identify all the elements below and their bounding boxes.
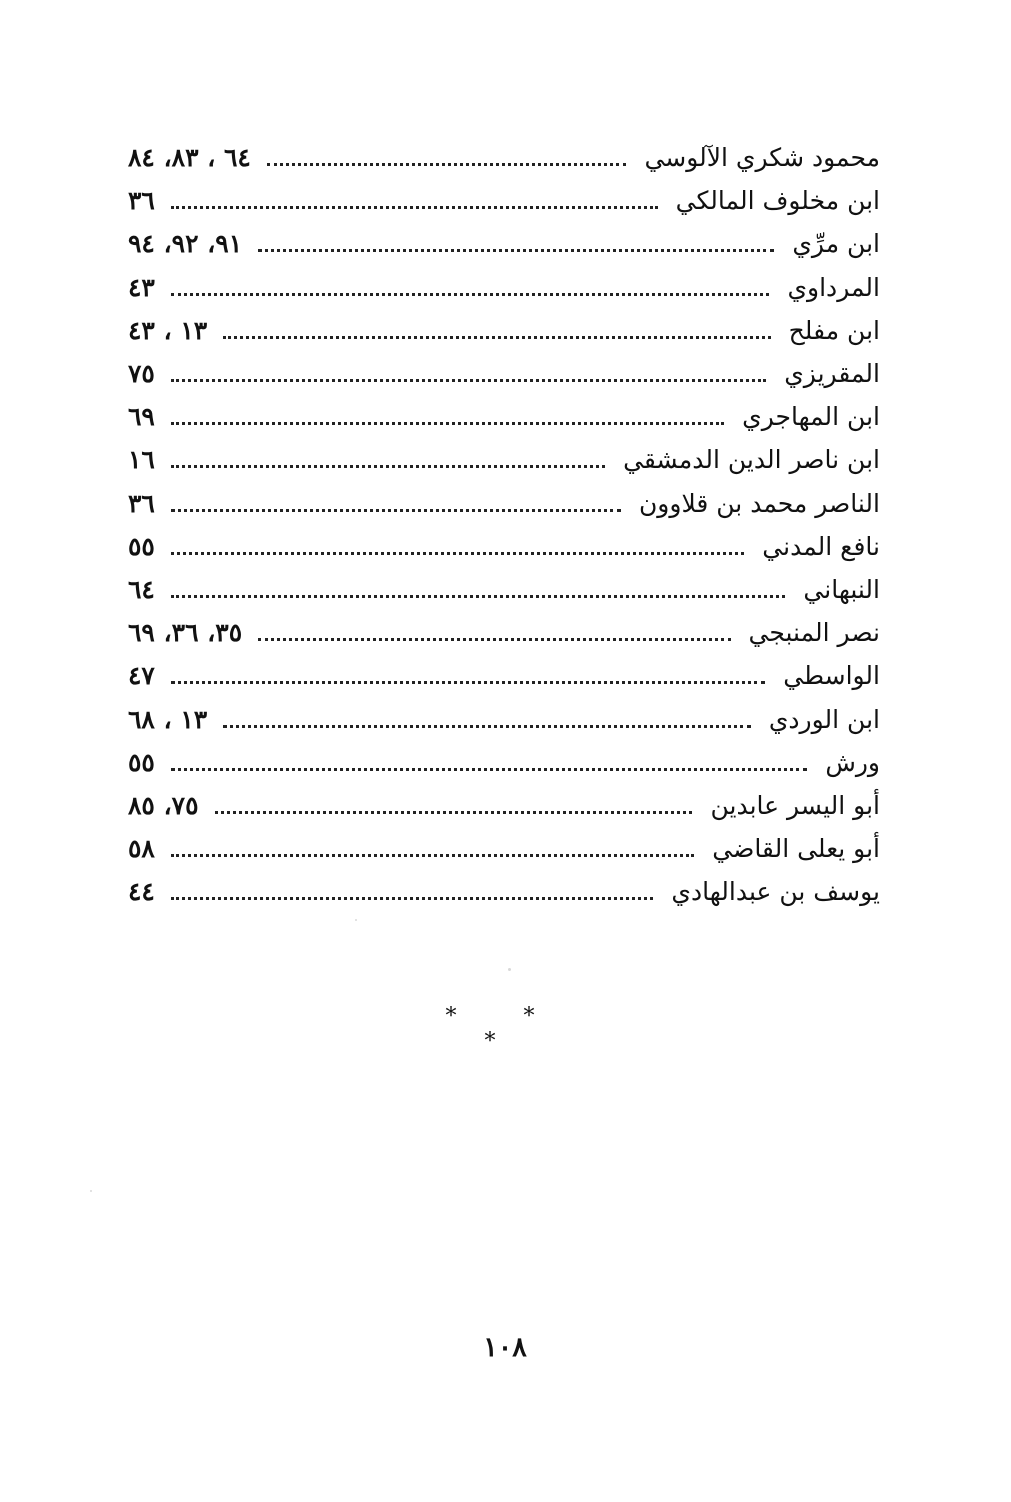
index-entry <box>128 222 880 265</box>
index-entry <box>128 611 880 654</box>
entry-pages: ٦٩ <box>128 402 155 432</box>
entry-name: نصر المنبجي <box>748 618 880 648</box>
index-entry <box>128 179 880 222</box>
entry-pages: ١٣ ، ٤٣ <box>128 315 208 345</box>
dot-leader <box>171 595 786 598</box>
entry-name: أبو اليسر عابدين <box>710 790 880 820</box>
dot-leader <box>223 336 770 339</box>
dot-leader <box>171 465 605 468</box>
entry-name: أبو يعلى القاضي <box>712 834 880 864</box>
index-entry <box>128 482 880 525</box>
index-entry <box>128 266 880 309</box>
entry-pages: ٣٦ <box>128 186 155 216</box>
entry-pages: ٦٤ ، ٨٣، ٨٤ <box>128 143 251 173</box>
dot-leader <box>171 854 694 857</box>
entry-name: ابن مفلح <box>788 315 880 345</box>
entry-name: الناصر محمد بن قلاوون <box>638 488 880 518</box>
dot-leader <box>171 552 744 555</box>
dot-leader <box>258 249 774 252</box>
dot-leader <box>267 163 627 166</box>
entry-name: المقريزي <box>784 359 880 389</box>
entry-pages: ١٣ ، ٦٨ <box>128 704 208 734</box>
entry-name: ابن ناصر الدين الدمشقي <box>623 445 880 475</box>
entry-name: محمود شكري الآلوسي <box>644 143 880 173</box>
index-entry <box>128 697 880 740</box>
index-entry <box>128 395 880 438</box>
entry-pages: ٣٥، ٣٦، ٦٩ <box>128 618 243 648</box>
index-entry <box>128 568 880 611</box>
dot-leader <box>171 768 807 771</box>
index-entry <box>128 136 880 179</box>
dot-leader <box>223 725 751 728</box>
page-number: ١٠٨ <box>483 1332 527 1363</box>
dot-leader <box>171 379 766 382</box>
index-entry <box>128 352 880 395</box>
entry-pages: ٤٣ <box>128 272 155 302</box>
dot-leader <box>171 897 654 900</box>
paper-speck <box>90 1190 92 1192</box>
entry-pages: ٥٥ <box>128 531 155 561</box>
entry-pages: ٧٥، ٨٥ <box>128 790 199 820</box>
entry-name: نافع المدني <box>762 531 880 561</box>
entry-pages: ٥٥ <box>128 747 155 777</box>
entry-name: الواسطي <box>783 661 880 691</box>
entry-pages: ٧٥ <box>128 359 155 389</box>
index-entry <box>128 309 880 352</box>
paper-speck <box>355 919 357 921</box>
index-entry <box>128 827 880 870</box>
paper-speck <box>508 968 511 971</box>
dot-leader <box>171 293 770 296</box>
index-entry <box>128 654 880 697</box>
entry-name: المرداوي <box>787 272 880 302</box>
dot-leader <box>171 422 724 425</box>
dot-leader <box>215 811 693 814</box>
index-entry <box>128 525 880 568</box>
name-index-list <box>128 136 880 913</box>
index-entry <box>128 438 880 481</box>
entry-pages: ٩١، ٩٢، ٩٤ <box>128 229 243 259</box>
index-entry <box>128 870 880 913</box>
index-entry <box>128 741 880 784</box>
entry-name: ورش <box>825 747 880 777</box>
entry-name: يوسف بن عبدالهادي <box>671 877 880 907</box>
index-entry <box>128 784 880 827</box>
dot-leader <box>258 638 730 641</box>
entry-name: النبهاني <box>803 574 880 604</box>
dot-leader <box>171 681 765 684</box>
entry-name: ابن مخلوف المالكي <box>675 186 880 216</box>
entry-name: ابن المهاجري <box>742 402 880 432</box>
entry-name: ابن الوردي <box>768 704 880 734</box>
entry-pages: ٤٧ <box>128 661 155 691</box>
entry-pages: ٤٤ <box>128 877 155 907</box>
section-separator: * * * <box>445 1004 565 1054</box>
entry-pages: ٥٨ <box>128 834 155 864</box>
entry-name: ابن مرِّي <box>792 229 880 259</box>
entry-pages: ٣٦ <box>128 488 155 518</box>
dot-leader <box>171 509 621 512</box>
entry-pages: ١٦ <box>128 445 155 475</box>
dot-leader <box>171 206 658 209</box>
entry-pages: ٦٤ <box>128 574 155 604</box>
